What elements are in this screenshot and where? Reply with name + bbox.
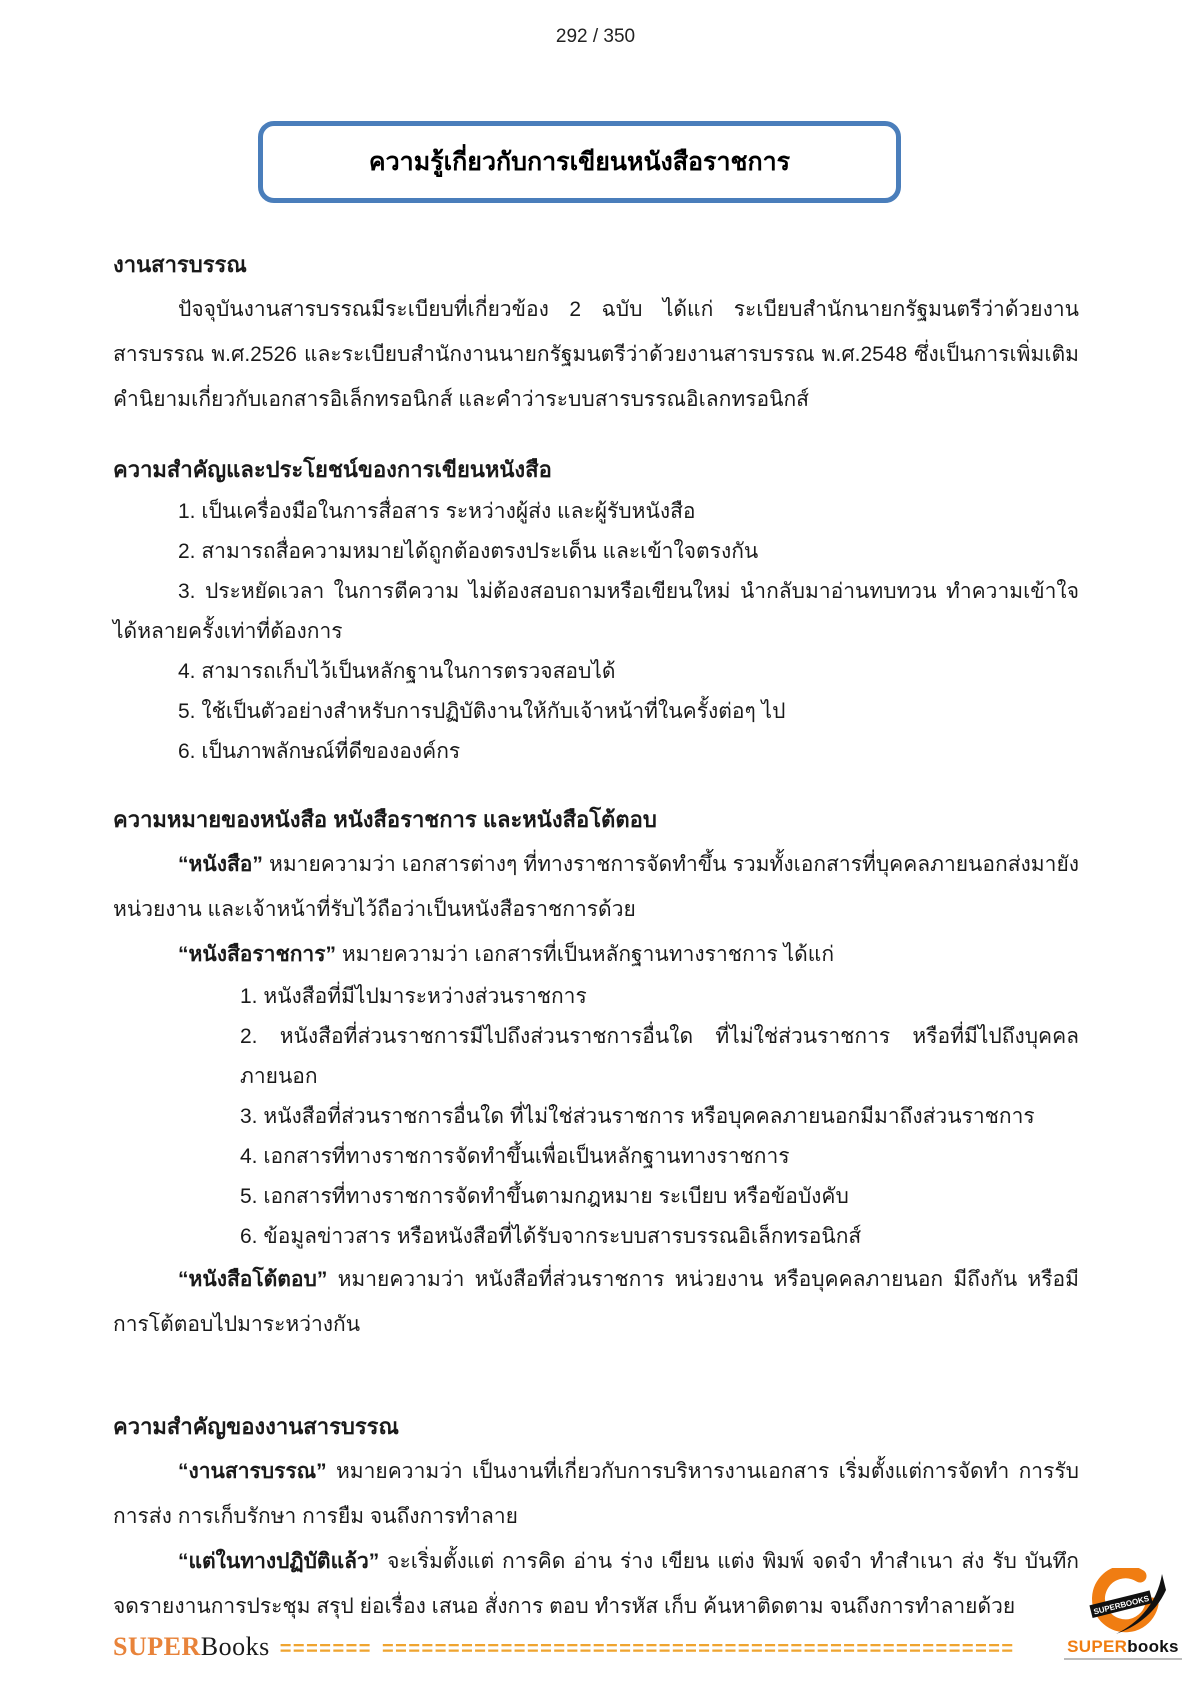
list-item: 5. เอกสารที่ทางราชการจัดทำขึ้นตามกฎหมาย ระเบียบ หรือข้อบังคับ: [240, 1185, 849, 1208]
section-heading-meanings: ความหมายของหนังสือ หนังสือราชการ และหนังสือโต้ตอบ: [113, 807, 657, 832]
page-number: 292 / 350: [555, 26, 636, 47]
section-heading-importance-saraban: ความสำคัญของงานสารบรรณ: [113, 1414, 399, 1439]
list-item: 5. ใช้เป็นตัวอย่างสำหรับการปฏิบัติงานให้กับเจ้าหน้าที่ในครั้งต่อๆ ไป: [178, 700, 786, 723]
definition-ngan-saraban: [113, 1449, 1079, 1539]
paragraph-saraban-intro: ปัจจุบันงานสารบรรณมีระเบียบที่เกี่ยวข้อง 2 ฉบับ ได้แก่ ระเบียบสำนักนายกรัฐมนตรีว่าด้วยงานสารบรรณ พ.ศ.2526 และระเบียบสำนักงานนายกรัฐมนตรีว่าด้วยงานสารบรรณ พ.ศ.2548 ซึ่งเป็นการเพิ่มเติมคำนิยามเกี่ยวกับเอกสารอิเล็กทรอนิกส์ และคำว่าระบบสารบรรณอิเลกทรอนิกส์: [113, 298, 1079, 411]
list-item: 2. สามารถสื่อความหมายได้ถูกต้องตรงประเด็น และเข้าใจตรงกัน: [178, 540, 759, 563]
footer-brand-super: SUPER: [113, 1632, 201, 1661]
definition-text: จะเริ่มตั้งแต่ การคิด อ่าน ร่าง เขียน แต่ง พิมพ์ จดจำ ทำสำเนา ส่ง รับ บันทึก จดรายงานการประชุม สรุป ย่อเรื่อง เสนอ สั่งการ ตอบ ทำรหัส เก็บ ค้นหาติดตาม จนถึงการทำลายด้วย: [113, 1550, 1079, 1618]
superbooks-logo: [1067, 1568, 1179, 1666]
footer-brand: [113, 1632, 270, 1662]
logo-wordmark: [1064, 1636, 1182, 1660]
footer: [113, 1632, 1079, 1662]
definition-term: “หนังสือราชการ”: [178, 943, 336, 966]
footer-divider-short: =======: [279, 1638, 372, 1660]
footer-brand-books: Books: [200, 1632, 270, 1661]
superbooks-logo-icon: [1078, 1568, 1168, 1642]
definition-term: “หนังสือโต้ตอบ”: [178, 1268, 328, 1291]
definition-nangsue-ratchakan: [113, 932, 1079, 977]
logo-wordmark-books: books: [1127, 1637, 1179, 1656]
list-item: 3. หนังสือที่ส่วนราชการอื่นใด ที่ไม่ใช่ส่วนราชการ หรือบุคคลภายนอกมีมาถึงส่วนราชการ: [240, 1105, 1035, 1128]
section-heading-importance-benefits: ความสำคัญและประโยชน์ของการเขียนหนังสือ: [113, 457, 552, 482]
list-item: 1. เป็นเครื่องมือในการสื่อสาร ระหว่างผู้ส่ง และผู้รับหนังสือ: [178, 500, 696, 523]
section-gap: [113, 772, 1079, 798]
list-item: 1. หนังสือที่มีไปมาระหว่างส่วนราชการ: [240, 985, 587, 1008]
definition-in-practice: [113, 1539, 1079, 1629]
definition-text: หมายความว่า เป็นงานที่เกี่ยวกับการบริหารงานเอกสาร เริ่มตั้งแต่การจัดทำ การรับ การส่ง การเก็บรักษา การยืม จนถึงการทำลาย: [113, 1460, 1079, 1528]
definition-term: “แต่ในทางปฏิบัติแล้ว”: [178, 1550, 380, 1573]
list-item: 6. เป็นภาพลักษณ์ที่ดีขององค์กร: [178, 740, 461, 763]
definition-term: “หนังสือ”: [178, 853, 263, 876]
definition-nangsue-totop: [113, 1257, 1079, 1347]
title-box: [258, 121, 901, 203]
logo-banner-text: SUPERBOOKS: [1092, 1593, 1151, 1617]
definition-text: หมายความว่า หนังสือที่ส่วนราชการ หน่วยงาน หรือบุคคลภายนอก มีถึงกัน หรือมีการโต้ตอบไปมาระหว่างกัน: [113, 1268, 1079, 1336]
section-gap: [113, 422, 1079, 448]
logo-wordmark-super: SUPER: [1067, 1637, 1128, 1656]
page-title: ความรู้เกี่ยวกับการเขียนหนังสือราชการ: [368, 148, 791, 176]
definition-text: หมายความว่า เอกสารที่เป็นหลักฐานทางราชการ ได้แก่: [336, 943, 835, 966]
list-item: 4. เอกสารที่ทางราชการจัดทำขึ้นเพื่อเป็นหลักฐานทางราชการ: [240, 1145, 790, 1168]
definition-term: “งานสารบรรณ”: [178, 1460, 327, 1483]
section-heading-san-saraban: งานสารบรรณ: [113, 252, 247, 277]
definition-nangsue: [113, 842, 1079, 932]
document-body: [113, 243, 1079, 1629]
list-item: 2. หนังสือที่ส่วนราชการมีไปถึงส่วนราชการอื่นใด ที่ไม่ใช่ส่วนราชการ หรือที่มีไปถึงบุคคลภายนอก: [240, 1025, 1079, 1088]
section-gap: [113, 1347, 1079, 1405]
definition-text: หมายความว่า เอกสารต่างๆ ที่ทางราชการจัดทำขึ้น รวมทั้งเอกสารที่บุคคลภายนอกส่งมายังหน่วยงาน และเจ้าหน้าที่รับไว้ถือว่าเป็นหนังสือราชการด้วย: [113, 853, 1079, 921]
list-item: 3. ประหยัดเวลา ในการตีความ ไม่ต้องสอบถามหรือเขียนใหม่ นำกลับมาอ่านทบทวน ทำความเข้าใจได้หลายครั้งเท่าที่ต้องการ: [113, 580, 1079, 643]
official-documents-list: [113, 977, 1079, 1257]
list-item: 6. ข้อมูลข่าวสาร หรือหนังสือที่ได้รับจากระบบสารบรรณอิเล็กทรอนิกส์: [240, 1225, 862, 1248]
list-item: 4. สามารถเก็บไว้เป็นหลักฐานในการตรวจสอบได้: [178, 660, 616, 683]
footer-divider-long: ================================================: [381, 1638, 1015, 1660]
benefits-list: [113, 492, 1079, 772]
